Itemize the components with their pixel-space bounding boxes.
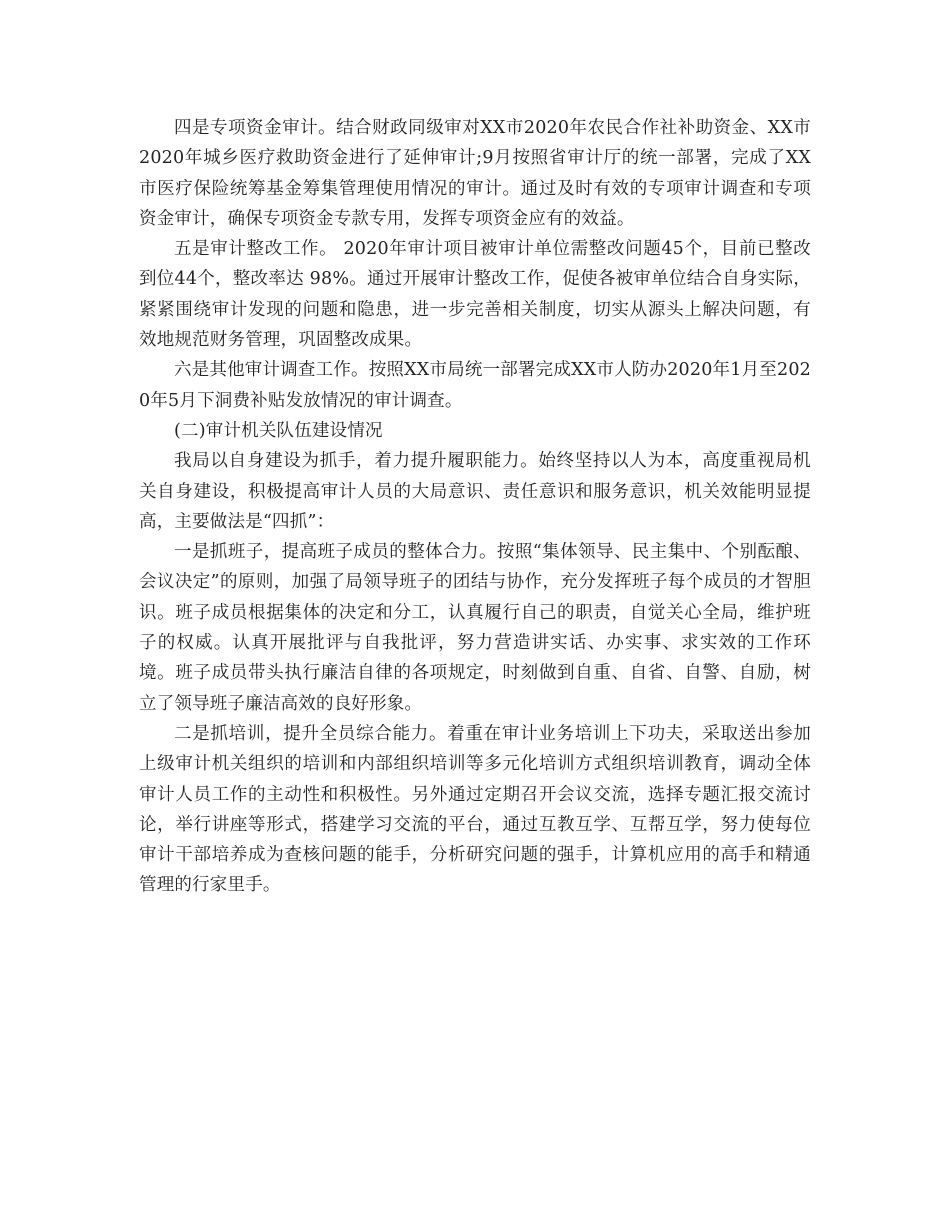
paragraph-training: 二是抓培训，提升全员综合能力。着重在审计业务培训上下功夫，采取送出参加上级审计机关组织的培训和内部组织培训等多元化培训方式组织培训教育，调动全体审计人员工作的主动性和积极性。另外通过定期召开会议交流，选择专题汇报交流讨论，举行讲座等形式，搭建学习交流的平台，通过互教互学、互帮互学，努力使每位审计干部培养成为查核问题的能手，分析研究问题的强手，计算机应用的高手和精通管理的行家里手。: [139, 723, 811, 896]
paragraph-team-building-intro: 我局以自身建设为抓手，着力提升履职能力。始终坚持以人为本，高度重视局机关自身建设，积极提高审计人员的大局意识、责任意识和服务意识，机关效能明显提高，主要做法是“四抓”：: [139, 451, 811, 532]
paragraph-other-audit-investigation: 六是其他审计调查工作。按照XX市局统一部署完成XX市人防办2020年1月至2020年5月下洞费补贴发放情况的审计调查。: [139, 360, 811, 411]
paragraph-leadership-team: 一是抓班子，提高班子成员的整体合力。按照“集体领导、民主集中、个别酝酿、会议决定”的原则，加强了局领导班子的团结与协作，充分发挥班子每个成员的才智胆识。班子成员根据集体的决定和分工，认真履行自己的职责，自觉关心全局，维护班子的权威。认真开展批评与自我批评，努力营造讲实话、办实事、求实效的工作环境。班子成员带头执行廉洁自律的各项规定，时刻做到自重、自省、自警、自励，树立了领导班子廉洁高效的良好形象。: [139, 542, 811, 714]
paragraph-audit-rectification: 五是审计整改工作。 2020年审计项目被审计单位需整改问题45个，目前已整改到位44个，整改率达 98%。通过开展审计整改工作，促使各被审单位结合自身实际，紧紧围绕审计发现的问题和隐患，进一步完善相关制度，切实从源头上解决问题，有效地规范财务管理，巩固整改成果。: [139, 239, 811, 351]
section-heading-team-building: (二)审计机关队伍建设情况: [174, 420, 383, 441]
paragraph-special-fund-audit: 四是专项资金审计。结合财政同级审对XX市2020年农民合作社补助资金、XX市2020年城乡医疗救助资金进行了延伸审计;9月按照省审计厅的统一部署，完成了XX市医疗保险统筹基金筹集管理使用情况的审计。通过及时有效的专项审计调查和专项资金审计，确保专项资金专款专用，发挥专项资金应有的效益。: [139, 118, 811, 229]
document-body: [139, 113, 811, 901]
